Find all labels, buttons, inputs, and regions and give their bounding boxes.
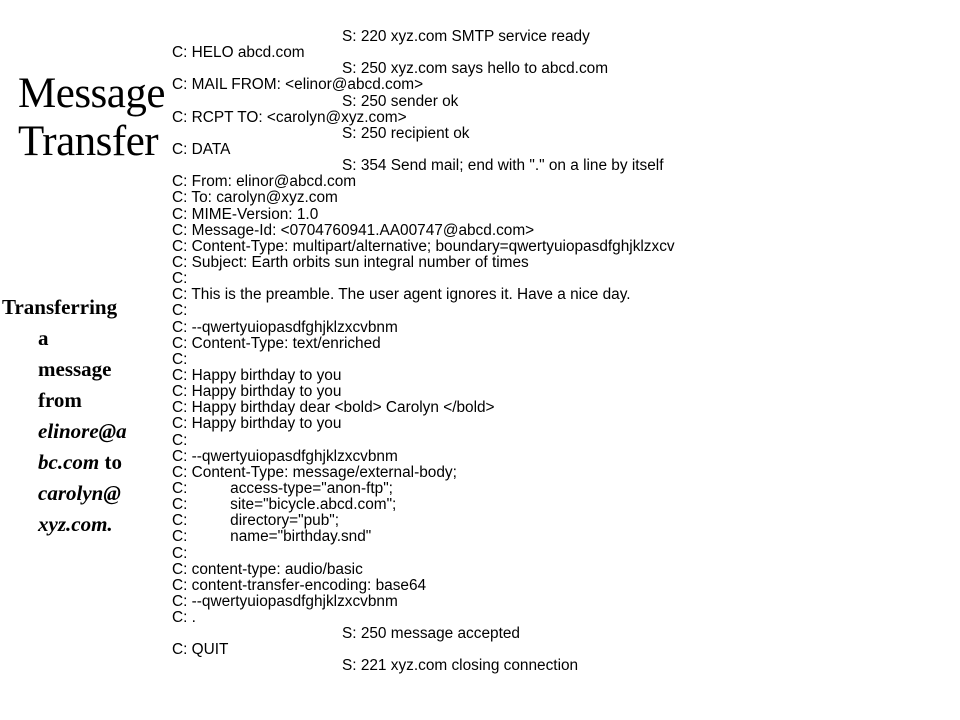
client-line: C: From: elinor@abcd.com	[172, 173, 357, 191]
client-line: C: Happy birthday to you	[172, 415, 342, 433]
server-line: S: 220 xyz.com SMTP service ready	[342, 29, 590, 45]
server-line: S: 250 sender ok	[342, 92, 459, 110]
client-line: C: --qwertyuiopasdfghjklzxcvbnm	[172, 318, 398, 336]
server-line: S: 250 message accepted	[342, 625, 520, 643]
client-line: C: content-type: audio/basic	[172, 560, 363, 578]
client-line: C: QUIT	[172, 641, 229, 659]
caption-recipient-address-part-2: xyz.com.	[38, 512, 113, 536]
caption-sender-address-part-1: elinore@a	[38, 419, 127, 443]
client-line: C: MAIL FROM: <elinor@abcd.com>	[172, 76, 424, 94]
client-line: C: To: carolyn@xyz.com	[172, 189, 338, 207]
caption-line-2: a	[38, 326, 49, 350]
client-line: C: access-type="anon-ftp";	[172, 479, 393, 497]
client-line: C: Content-Type: message/external-body;	[172, 463, 457, 481]
client-line: C:	[172, 270, 188, 288]
server-line: S: 221 xyz.com closing connection	[342, 657, 579, 675]
client-line: C:	[172, 544, 188, 562]
slide-title-line-1: Message	[18, 70, 165, 117]
client-line: C: Subject: Earth orbits sun integral number of times	[172, 253, 529, 271]
client-line: C: name="birthday.snd"	[172, 528, 372, 546]
client-line: C: Content-Type: text/enriched	[172, 334, 381, 352]
client-line: C: Happy birthday to you	[172, 366, 342, 384]
slide-title	[18, 70, 168, 166]
server-line: S: 250 recipient ok	[342, 124, 470, 142]
caption-line-1: Transferring	[2, 295, 118, 319]
caption-sender-address-part-2: bc.com	[38, 450, 100, 474]
client-line: C:	[172, 350, 188, 368]
caption-to-word: to	[99, 450, 122, 474]
caption-recipient-address-part-1: carolyn@	[38, 481, 121, 505]
client-line: C: Happy birthday to you	[172, 383, 342, 401]
client-line: C: DATA	[172, 140, 231, 158]
client-line: C: --qwertyuiopasdfghjklzxcvbnm	[172, 592, 398, 610]
client-line: C: HELO abcd.com	[172, 44, 305, 62]
caption-line-3: message	[38, 357, 112, 381]
client-line: C: MIME-Version: 1.0	[172, 205, 319, 223]
client-line: C: This is the preamble. The user agent ignores it. Have a nice day.	[172, 286, 631, 304]
server-line: S: 250 xyz.com says hello to abcd.com	[342, 60, 609, 78]
client-line: C: --qwertyuiopasdfghjklzxcvbnm	[172, 447, 398, 465]
client-line: C: RCPT TO: <carolyn@xyz.com>	[172, 108, 407, 126]
slide-caption	[2, 292, 162, 540]
slide-title-line-2: Transfer	[18, 118, 159, 165]
client-line: C:	[172, 302, 188, 320]
client-line: C: site="bicycle.abcd.com";	[172, 496, 397, 514]
client-line: C: directory="pub";	[172, 512, 340, 530]
caption-line-4: from	[38, 388, 82, 412]
smtp-transcript	[172, 29, 960, 675]
client-line: C:	[172, 431, 188, 449]
caption-line-6	[2, 447, 162, 478]
server-line: S: 354 Send mail; end with "." on a line by itself	[342, 157, 664, 175]
client-line: C: Content-Type: multipart/alternative; boundary=qwertyuiopasdfghjklzxcv	[172, 237, 675, 255]
client-line: C: .	[172, 609, 196, 627]
client-line: C: Message-Id: <0704760941.AA00747@abcd.com>	[172, 221, 535, 239]
client-line: C: Happy birthday dear <bold> Carolyn </bold>	[172, 399, 495, 417]
client-line: C: content-transfer-encoding: base64	[172, 576, 427, 594]
